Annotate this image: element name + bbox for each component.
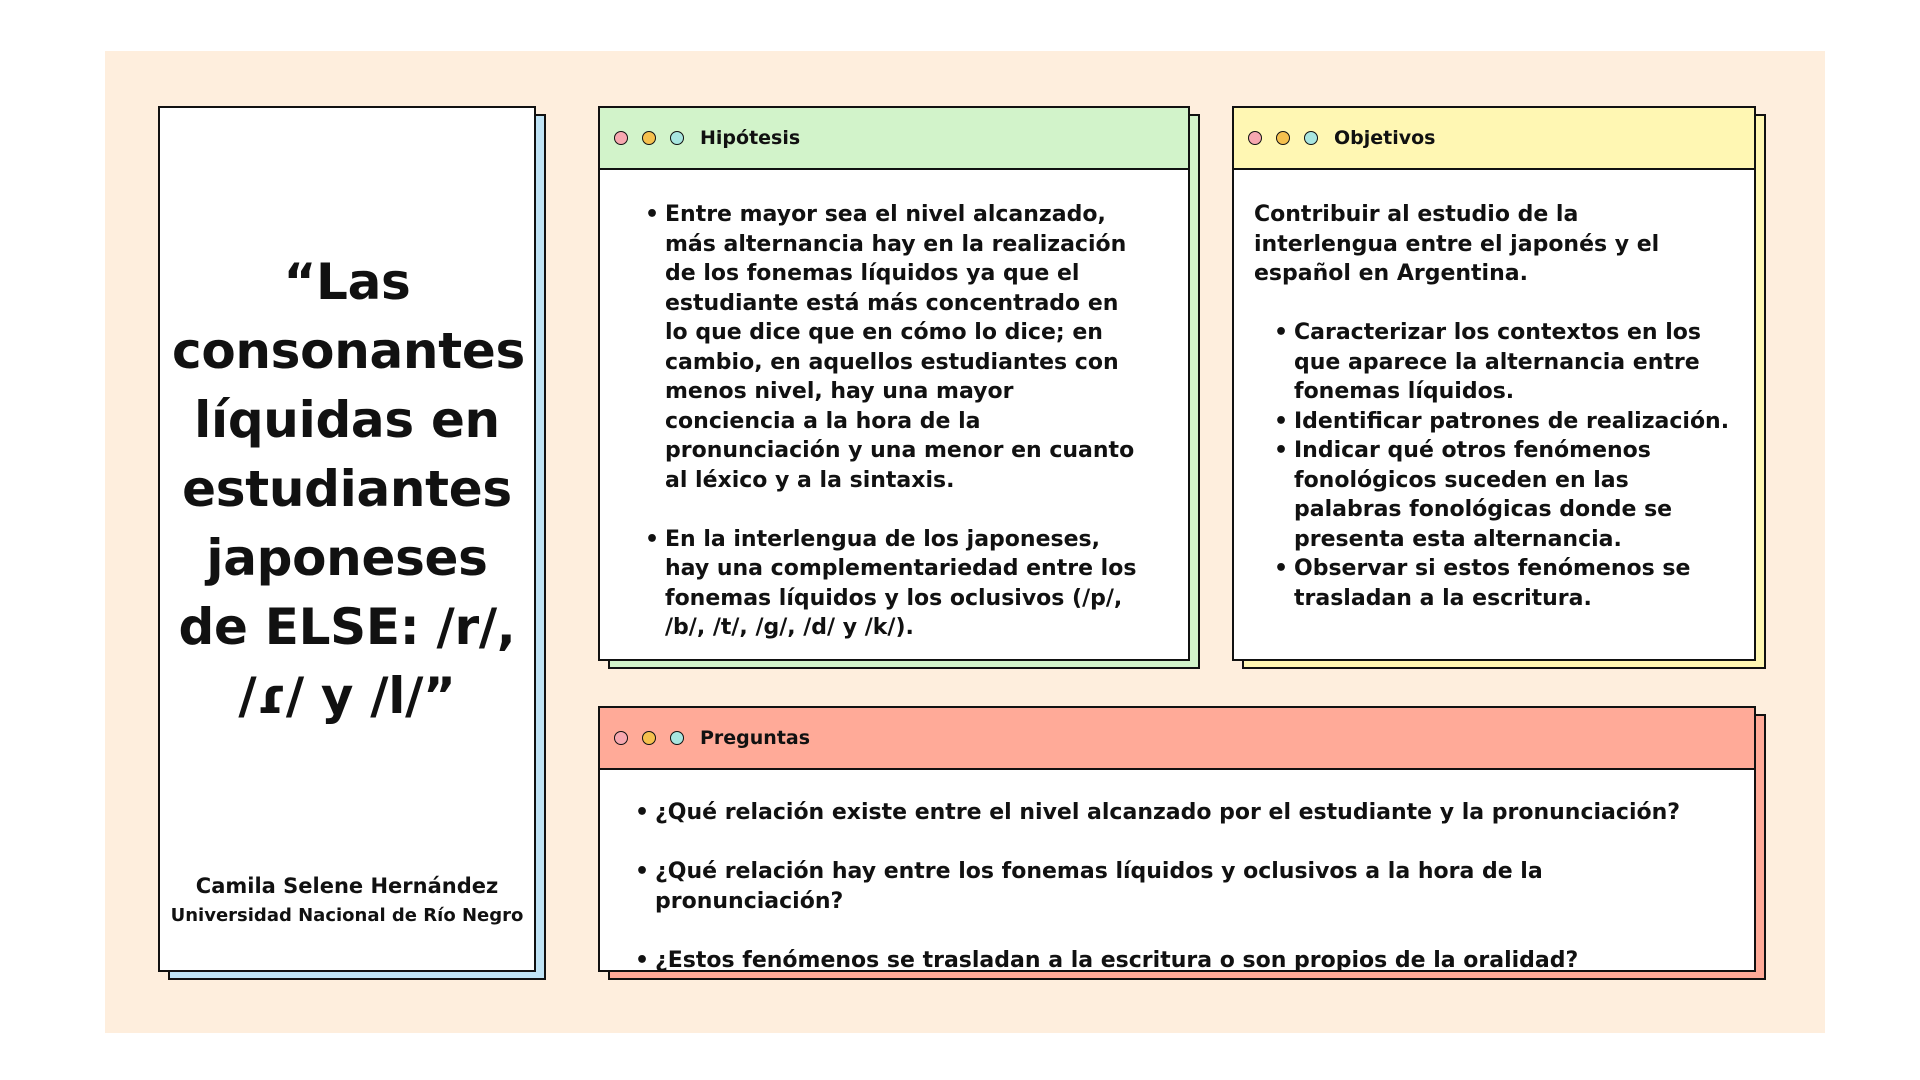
title-card <box>158 106 536 972</box>
objetivos-intro: Contribuir al estudio de la interlengua entre el japonés y el español en Argentina. <box>1254 202 1660 286</box>
close-dot-icon <box>614 131 628 145</box>
list-item: • Indicar qué otros fenómenos fonológicos suceden en las palabras fonológicas donde se presenta esta alternancia. <box>1274 436 1734 554</box>
minimize-dot-icon <box>1276 131 1290 145</box>
list-item: • En la interlengua de los japoneses, hay una complementariedad entre los fonemas líquidos y los oclusivos (/p/, /b/, /t/, /g/, /d/ y /k/). <box>645 525 1145 643</box>
list-item: • Identificar patrones de realización. <box>1274 407 1734 437</box>
objetivos-window-header <box>1234 108 1754 170</box>
hipotesis-list <box>645 200 1145 643</box>
maximize-dot-icon <box>670 731 684 745</box>
list-item: • ¿Estos fenómenos se trasladan a la escritura o son propios de la oralidad? <box>635 946 1735 976</box>
author-affiliation: Universidad Nacional de Río Negro <box>170 905 524 926</box>
preguntas-list <box>635 798 1735 975</box>
list-item: • ¿Qué relación hay entre los fonemas líquidos y oclusivos a la hora de la pronunciación? <box>635 857 1735 916</box>
preguntas-title: Preguntas <box>700 727 811 749</box>
hipotesis-title: Hipótesis <box>700 127 801 149</box>
minimize-dot-icon <box>642 731 656 745</box>
list-item: • Observar si estos fenómenos se trasladan a la escritura. <box>1274 554 1734 613</box>
hipotesis-window <box>598 106 1190 661</box>
preguntas-window <box>598 706 1756 972</box>
minimize-dot-icon <box>642 131 656 145</box>
list-item: • Entre mayor sea el nivel alcanzado, más alternancia hay en la realización de los fonemas líquidos ya que el estudiante está más concentrado en lo que dice que en cómo lo dice; en cambio, en aquellos estudiantes con menos nivel, hay una mayor conciencia a la hora de la pronunciación y una menor en cuanto al léxico y a la sintaxis. <box>645 200 1145 495</box>
objetivos-list <box>1274 318 1734 613</box>
maximize-dot-icon <box>670 131 684 145</box>
list-item: • Caracterizar los contextos en los que aparece la alternancia entre fonemas líquidos. <box>1274 318 1734 407</box>
objetivos-title: Objetivos <box>1334 127 1436 149</box>
list-item: • ¿Qué relación existe entre el nivel alcanzado por el estudiante y la pronunciación? <box>635 798 1735 828</box>
poster-title: “Las consonantes líquidas en estudiantes japoneses de ELSE: /r/, /ɾ/ y /l/” <box>172 253 525 725</box>
author-name: Camila Selene Hernández <box>195 874 499 898</box>
close-dot-icon <box>614 731 628 745</box>
preguntas-window-header <box>600 708 1754 770</box>
close-dot-icon <box>1248 131 1262 145</box>
preguntas-body <box>600 770 1754 973</box>
objetivos-body <box>1234 170 1754 659</box>
hipotesis-window-header <box>600 108 1188 170</box>
objetivos-window <box>1232 106 1756 661</box>
maximize-dot-icon <box>1304 131 1318 145</box>
hipotesis-body <box>600 170 1188 659</box>
